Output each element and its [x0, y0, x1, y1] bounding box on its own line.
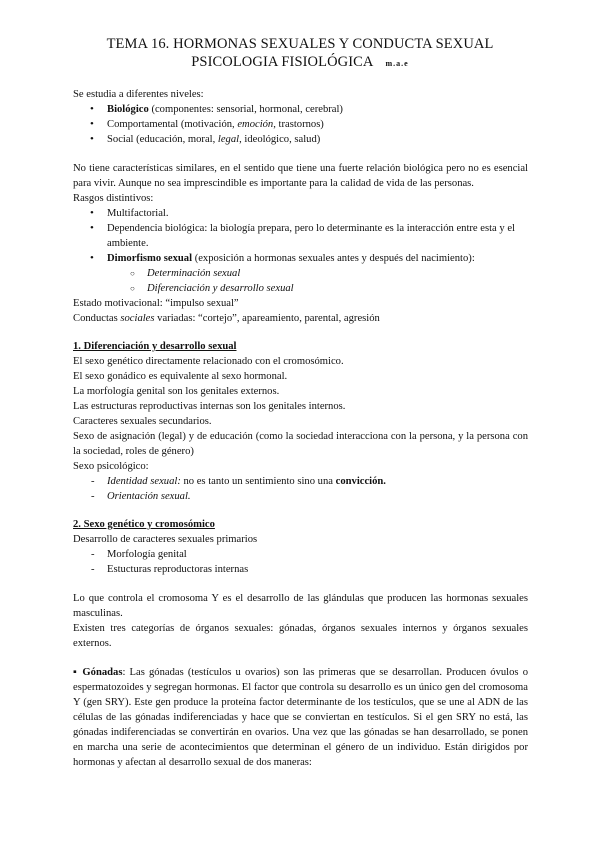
section-1-line: Sexo de asignación (legal) y de educación (como la sociedad interacciona con la persona, y la persona con la sociedad, roles de género)	[73, 431, 528, 457]
conducts-text: variadas: “cortejo”, apareamiento, parental, agresión	[154, 313, 380, 324]
gonads-bold: Gónadas	[82, 667, 123, 678]
list-item: - Morfología genital	[73, 547, 528, 562]
level-italic: legal	[217, 134, 240, 145]
section-1-line: El sexo genético directamente relacionado con el cromosómico.	[73, 356, 344, 367]
list-item: - Estucturas reproductoras internas	[73, 562, 528, 577]
section-2-heading: 2. Sexo genético y cromosómico	[73, 519, 215, 530]
sub-item-text: Determinación sexual	[147, 268, 241, 279]
title-line-2: PSICOLOGIA FISIOLÓGICA	[191, 54, 374, 70]
page-title	[0, 36, 600, 53]
orientation-italic: Orientación sexual.	[107, 491, 191, 502]
identity-bold: convicción.	[335, 476, 386, 487]
square-bullet-icon: ▪	[73, 667, 83, 678]
section-1-line: El sexo gonádico es equivalente al sexo hormonal.	[73, 371, 288, 382]
section-1-line: Las estructuras reproductivas internas son los genitales internos.	[73, 401, 346, 412]
section-1-heading: 1. Diferenciación y desarrollo sexual	[73, 341, 237, 352]
list-item	[73, 251, 528, 266]
motivational-state: Estado motivacional: “impulso sexual”	[73, 298, 239, 309]
level-text: Comportamental (motivación,	[107, 119, 238, 130]
traits-list	[73, 206, 528, 266]
sub-item-text: Diferenciación y desarrollo sexual	[147, 283, 294, 294]
page-subtitle	[0, 54, 600, 71]
section-1-line: Sexo psicológico:	[73, 461, 149, 472]
list-item	[73, 489, 528, 504]
primary-traits-list	[73, 547, 528, 577]
dimorphism-text: (exposición a hormonas sexuales antes y después del nacimiento):	[192, 253, 475, 264]
section-2-intro: Desarrollo de caracteres sexuales primarios	[73, 534, 258, 545]
conducts-italic: sociales	[120, 313, 155, 324]
level-italic: emoción	[237, 119, 274, 130]
list-item	[73, 474, 528, 489]
conducts-text: Conductas	[73, 313, 121, 324]
level-bold: Biológico	[107, 104, 149, 115]
document-body	[73, 87, 528, 770]
section-2-paragraph: Existen tres categorías de órganos sexuales: gónadas, órganos sexuales internos y órganos sexuales externos.	[73, 623, 528, 649]
author-mark: m.a.e	[385, 59, 409, 68]
psych-sex-list	[73, 474, 528, 504]
section-1-line: Caracteres sexuales secundarios.	[73, 416, 212, 427]
identity-text: no es tanto un sentimiento sino una	[180, 476, 336, 487]
dimorphism-sublist	[73, 266, 528, 296]
list-item: • Multifactorial.	[73, 206, 528, 221]
identity-italic: Identidad sexual:	[107, 476, 181, 487]
section-1-line: La morfología genital son los genitales externos.	[73, 386, 280, 397]
list-item: • Dependencia biológica: la biología prepara, pero lo determinante es la interacción entre esta y el ambiente.	[73, 221, 528, 251]
title-line-1: TEMA 16. HORMONAS SEXUALES Y CONDUCTA SEXUAL	[106, 36, 494, 52]
list-item	[73, 281, 528, 296]
traits-heading: Rasgos distintivos:	[73, 193, 154, 204]
level-text: Social (educación, moral,	[107, 134, 218, 145]
section-2-paragraph: Lo que controla el cromosoma Y es el desarrollo de las glándulas que producen las hormonas sexuales masculinas.	[73, 593, 528, 619]
gonads-paragraph	[73, 665, 528, 770]
list-item	[73, 266, 528, 281]
list-item	[73, 102, 528, 117]
levels-list	[73, 102, 528, 147]
levels-intro: Se estudia a diferentes niveles:	[73, 89, 204, 100]
dimorphism-bold: Dimorfismo sexual	[107, 253, 193, 264]
list-item	[73, 117, 528, 132]
gonads-text: : Las gónadas (testículos u ovarios) son las primeras que se desarrollan. Producen óvulos o espermatozoides y segregan hormonas. El factor que controla su desarrollo es un único gen del cromosoma Y (gen SRY). Este gen produce la proteína factor determinante de los testículos, que se une al ADN de las células de las gónadas indiferenciadas y hace que se conviertan en testículos. Si el gen SRY no está, las gónadas indiferenciadas se convertirán en ovarios. Una vez que las gónadas se han desarrollado, se ponen en marcha una serie de acontecimientos que determinan el género de un individuo. Están dirigidos por hormonas y afectan al desarrollo sexual de dos maneras:	[73, 667, 528, 768]
level-text: , ideológico, salud)	[239, 134, 321, 145]
level-text: (componentes: sensorial, hormonal, cerebral)	[148, 104, 343, 115]
list-item	[73, 132, 528, 147]
social-conducts	[73, 311, 528, 326]
level-text: , trastornos)	[273, 119, 324, 130]
intro-paragraph: No tiene características similares, en el sentido que tiene una fuerte relación biológica pero no es esencial para vivir. Aunque no sea imprescindible es importante para la calidad de vida de las personas.	[73, 163, 528, 189]
